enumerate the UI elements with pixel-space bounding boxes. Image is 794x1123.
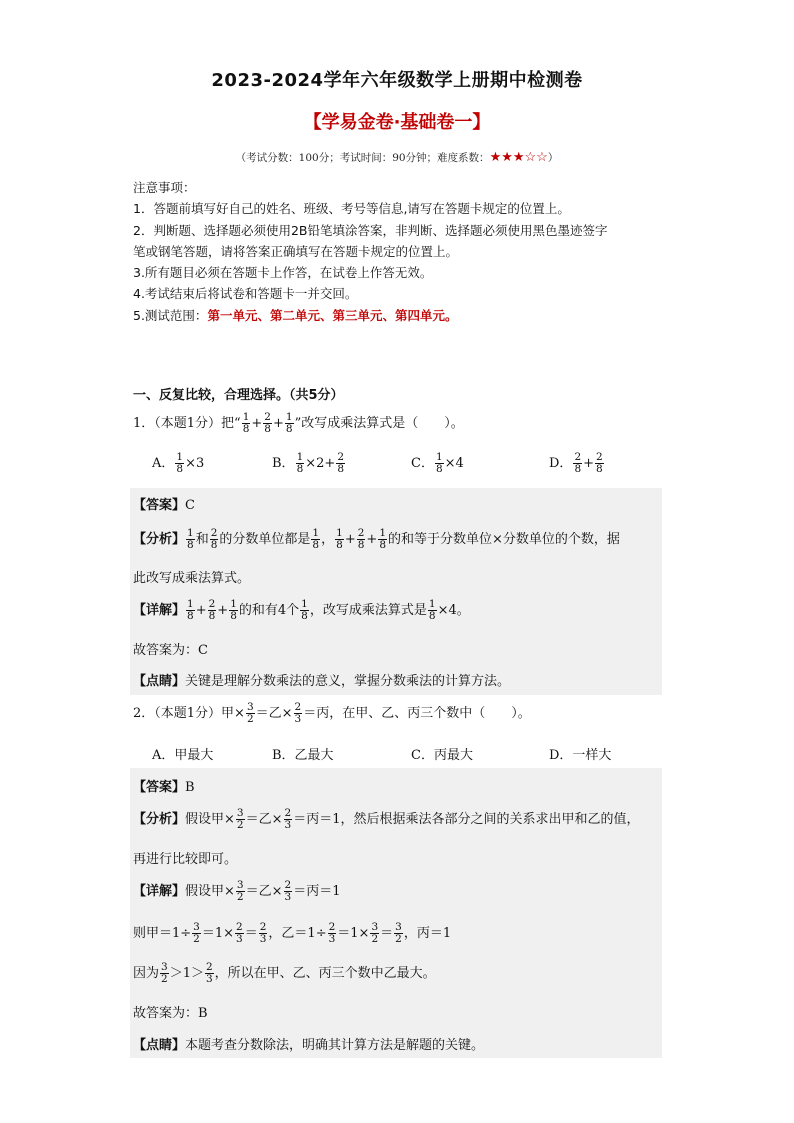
notes-block bbox=[133, 177, 607, 326]
q1-detail: 【详解】 $\frac{1}{8}$ + $\frac{2}{8}$ + $\frac{1}{8}$ 的和有4个 $\frac{1}{8}$ ，改写成乘法算式是 $\frac{1}{8}$ ×4。 bbox=[133, 598, 470, 622]
fraction: $\frac{1}{8}$ bbox=[230, 598, 237, 622]
fraction: $\frac{1}{8}$ bbox=[187, 598, 194, 622]
q1-option-a[interactable]: A． $\frac{1}{8}$ ×3 bbox=[152, 451, 205, 475]
q1-option-d[interactable]: D． $\frac{2}{8}$ + $\frac{2}{8}$ bbox=[549, 451, 603, 475]
q2-final: 故答案为：B bbox=[133, 1006, 208, 1021]
fraction: $\frac{2}{8}$ bbox=[574, 451, 582, 475]
fraction: $\frac{2}{8}$ bbox=[210, 527, 218, 551]
fraction: $\frac{1}{8}$ bbox=[187, 527, 194, 551]
note-item: 1．答题前填写好自己的姓名、班级、考号等信息,请写在答题卡规定的位置上。 bbox=[133, 201, 570, 217]
q2-calc: 则甲＝1÷ $\frac{3}{2}$ ＝1× $\frac{2}{3}$ ＝ $\frac{2}{3}$ ，乙＝1÷ $\frac{2}{3}$ ＝1× $\frac{3}{2}$ ＝ $\frac{3}{2}$ ，丙＝1 bbox=[133, 921, 452, 945]
fraction: $\frac{1}{8}$ bbox=[176, 451, 184, 475]
fraction: $\frac{1}{8}$ bbox=[296, 451, 304, 475]
fraction: $\frac{1}{8}$ bbox=[285, 411, 293, 435]
fraction: $\frac{2}{3}$ bbox=[284, 879, 292, 903]
q1-final: 故答案为：C bbox=[133, 643, 208, 658]
q2-analysis: 【分析】假设甲× $\frac{3}{2}$ ＝乙× $\frac{2}{3}$ ＝丙＝1，然后根据乘法各部分之间的关系求出甲和乙的值， bbox=[133, 807, 640, 831]
q2-compare: 因为 $\frac{3}{2}$ ＞1＞ $\frac{2}{3}$ ，所以在甲、乙、丙三个数中乙最大。 bbox=[133, 961, 436, 985]
q1-stem: 1．（本题1分）把“ $\frac{1}{8}$ + $\frac{2}{8}$ + $\frac{1}{8}$ ”改写成乘法算式是（ ）。 bbox=[133, 411, 464, 435]
fraction: $\frac{2}{3}$ bbox=[328, 921, 336, 945]
note-item-scope: 5.测试范围：第一单元、第二单元、第三单元、第四单元。 bbox=[133, 307, 458, 323]
fraction: $\frac{3}{2}$ bbox=[161, 961, 168, 985]
q1-option-b[interactable]: B． $\frac{1}{8}$ ×2+ $\frac{2}{8}$ bbox=[272, 451, 344, 475]
q2-detail: 【详解】假设甲× $\frac{3}{2}$ ＝乙× $\frac{2}{3}$ ＝丙＝1 bbox=[133, 879, 341, 903]
exam-meta: （考试分数：100分；考试时间：90分钟；难度系数：★★★☆☆） bbox=[235, 150, 559, 165]
fraction: $\frac{1}{8}$ bbox=[435, 451, 443, 475]
fraction: $\frac{1}{8}$ bbox=[312, 527, 320, 551]
page-title: 2023-2024学年六年级数学上册期中检测卷 bbox=[211, 70, 583, 91]
fraction: $\frac{1}{8}$ bbox=[428, 598, 436, 622]
q2-stem: 2．（本题1分）甲× $\frac{3}{2}$ ＝乙× $\frac{2}{3}$ ＝丙，在甲、乙、丙三个数中（ ）。 bbox=[133, 701, 531, 725]
fraction: $\frac{2}{3}$ bbox=[236, 921, 243, 945]
q2-option-a[interactable]: A．甲最大 bbox=[152, 748, 214, 763]
q1-option-c[interactable]: C． $\frac{1}{8}$ ×4 bbox=[411, 451, 464, 475]
fraction: $\frac{2}{8}$ bbox=[264, 411, 271, 435]
fraction: $\frac{3}{2}$ bbox=[236, 807, 244, 831]
notes-heading: 注意事项： bbox=[133, 180, 196, 195]
note-item: 4.考试结束后将试卷和答题卡一并交回。 bbox=[133, 286, 358, 302]
page-subtitle: 【学易金卷·基础卷一】 bbox=[303, 112, 491, 133]
difficulty-stars-empty-icon: ☆☆ bbox=[524, 150, 548, 165]
fraction: $\frac{3}{2}$ bbox=[246, 701, 254, 725]
fraction: $\frac{2}{8}$ bbox=[596, 451, 603, 475]
note-item: 3.所有题目必须在答题卡上作答，在试卷上作答无效。 bbox=[133, 265, 433, 281]
fraction: $\frac{1}{8}$ bbox=[301, 598, 308, 622]
note-item: 2．判断题、选择题必须使用2B铅笔填涂答案，非判断、选择题必须使用黑色墨迹签字 bbox=[133, 222, 608, 238]
fraction: $\frac{3}{2}$ bbox=[193, 921, 200, 945]
q2-option-c[interactable]: C．丙最大 bbox=[411, 748, 473, 763]
note-item: 笔或钢笔答题，请将答案正确填写在答题卡规定的位置上。 bbox=[133, 243, 459, 259]
difficulty-stars-filled-icon: ★★★ bbox=[489, 150, 525, 165]
fraction: $\frac{2}{8}$ bbox=[337, 451, 344, 475]
q2-answer: 【答案】B bbox=[133, 780, 195, 795]
fraction: $\frac{1}{8}$ bbox=[379, 527, 386, 551]
fraction: $\frac{1}{8}$ bbox=[336, 527, 343, 551]
q2-option-b[interactable]: B．乙最大 bbox=[272, 748, 334, 763]
q2-analysis-line2: 再进行比较即可。 bbox=[133, 852, 238, 867]
test-scope: 第一单元、第二单元、第三单元、第四单元。 bbox=[207, 307, 458, 323]
fraction: $\frac{2}{3}$ bbox=[294, 701, 302, 725]
fraction: $\frac{3}{2}$ bbox=[371, 921, 379, 945]
q2-option-d[interactable]: D．一样大 bbox=[549, 748, 612, 763]
q1-analysis: 【分析】 $\frac{1}{8}$ 和 $\frac{2}{8}$ 的分数单位都是 $\frac{1}{8}$ ， $\frac{1}{8}$ + $\frac{2}{8}$ + $\frac{1}{8}$ 的和等于分数单位×分数单位的个数，据 bbox=[133, 527, 620, 551]
q1-solution-band bbox=[130, 488, 662, 695]
section-heading: 一、反复比较，合理选择。（共5分） bbox=[133, 388, 344, 403]
fraction: $\frac{2}{3}$ bbox=[284, 807, 292, 831]
exam-meta-text: （考试分数：100分；考试时间：90分钟；难度系数： bbox=[235, 152, 490, 164]
fraction: $\frac{2}{8}$ bbox=[357, 527, 365, 551]
q1-analysis-line2: 此改写成乘法算式。 bbox=[133, 571, 251, 586]
fraction: $\frac{3}{2}$ bbox=[395, 921, 402, 945]
fraction: $\frac{2}{8}$ bbox=[208, 598, 216, 622]
q1-comment: 【点睛】关键是理解分数乘法的意义，掌握分数乘法的计算方法。 bbox=[133, 674, 511, 689]
fraction: $\frac{2}{3}$ bbox=[205, 961, 213, 985]
q1-answer: 【答案】C bbox=[133, 498, 195, 513]
q2-comment: 【点睛】本题考查分数除法，明确其计算方法是解题的关键。 bbox=[133, 1038, 485, 1053]
fraction: $\frac{3}{2}$ bbox=[236, 879, 244, 903]
fraction: $\frac{1}{8}$ bbox=[242, 411, 250, 435]
fraction: $\frac{2}{3}$ bbox=[259, 921, 267, 945]
